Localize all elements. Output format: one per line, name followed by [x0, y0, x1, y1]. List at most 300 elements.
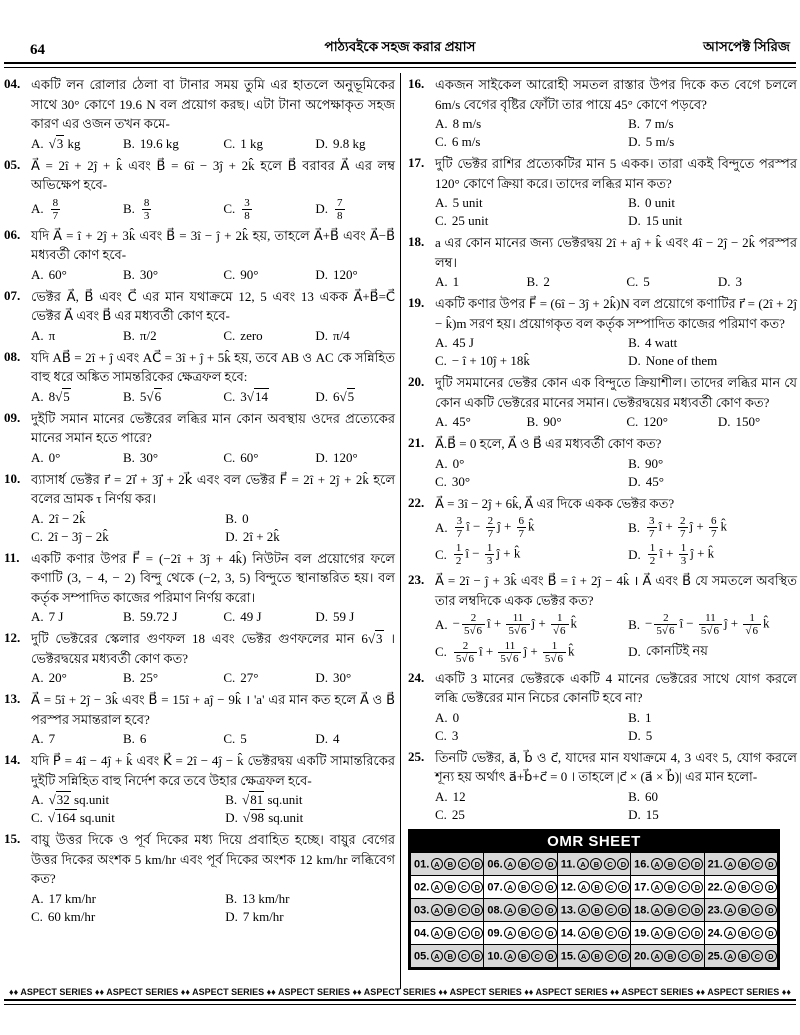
option-label: D. [628, 644, 641, 660]
question-body [31, 549, 395, 626]
omr-bubble-c[interactable]: C [678, 950, 690, 962]
option [435, 414, 523, 430]
option-text: √164 sq.unit [47, 810, 115, 826]
question-item [408, 233, 797, 290]
question-body [435, 75, 797, 150]
omr-bubble-a[interactable]: A [651, 950, 663, 962]
omr-bubble-c[interactable]: C [678, 881, 690, 893]
question-body [31, 75, 395, 152]
option [223, 197, 311, 222]
omr-bubble-b[interactable]: B [664, 858, 676, 870]
omr-bubble-a[interactable]: A [504, 858, 516, 870]
question-number: 16. [408, 76, 425, 91]
option-label: C. [223, 266, 236, 282]
option [123, 450, 219, 466]
omr-cell [484, 944, 557, 967]
options-row [435, 414, 797, 430]
question-item [4, 751, 395, 826]
option-label: D. [315, 670, 329, 686]
omr-number: 25. [707, 950, 723, 963]
option [31, 389, 119, 405]
question-number: 11. [4, 549, 20, 565]
omr-bubble-d[interactable]: D [545, 950, 557, 962]
omr-bubble-d[interactable]: D [691, 858, 703, 870]
option [435, 807, 624, 823]
option-label: A. [31, 670, 44, 686]
option-label: A. [435, 414, 448, 429]
option [628, 612, 797, 637]
option [435, 612, 624, 637]
omr-bubble-b[interactable]: B [444, 950, 456, 962]
option-label: D. [628, 806, 641, 822]
content-columns [0, 68, 800, 989]
omr-bubble-c[interactable]: C [458, 927, 470, 939]
option [628, 134, 797, 150]
options-row [31, 670, 395, 686]
omr-bubble-c[interactable]: C [678, 904, 690, 916]
option-label: D. [628, 353, 641, 368]
option-text: 5 [645, 727, 653, 743]
omr-bubble-b[interactable]: B [518, 858, 530, 870]
question-number: 14. [4, 752, 21, 768]
omr-cell [411, 898, 484, 921]
question-body [31, 287, 395, 344]
omr-bubble-d[interactable]: D [545, 858, 557, 870]
question-item [408, 154, 797, 229]
options-row [31, 328, 395, 344]
question-text: একটি 3 মানের ভেক্টরকে একটি 4 মানের ভেক্টরের সাথে যোগ করলে লব্ধি ভেক্টরের মান নিচের কোনটি হবে না? [435, 670, 797, 706]
omr-bubble-c[interactable]: C [531, 881, 543, 893]
question-item [408, 669, 797, 744]
option-label: C. [223, 670, 236, 686]
omr-bubble-a[interactable]: A [651, 858, 663, 870]
omr-bubble-a[interactable]: A [578, 927, 590, 939]
omr-bubble-c[interactable]: C [605, 950, 617, 962]
omr-bubble-d[interactable]: D [471, 904, 483, 916]
omr-bubble-d[interactable]: D [765, 881, 777, 893]
omr-bubble-c[interactable]: C [751, 858, 763, 870]
option-label: B. [628, 519, 641, 535]
question-body [435, 494, 797, 568]
option [31, 670, 119, 686]
option-label: D. [315, 266, 329, 282]
fraction: $\frac{3}{8}$ [244, 196, 250, 222]
footer-rule [4, 999, 796, 1005]
omr-number: 21. [707, 858, 723, 871]
omr-bubble-d[interactable]: D [545, 927, 557, 939]
omr-number: 18. [634, 904, 650, 917]
option [435, 213, 624, 229]
option [225, 909, 395, 925]
option-label: A. [31, 201, 44, 217]
options-row [435, 710, 797, 744]
option-label: D. [225, 908, 238, 924]
question-body [435, 669, 797, 744]
option-text: 90° [240, 266, 259, 282]
omr-bubble-b[interactable]: B [444, 881, 456, 893]
option-label: D. [315, 327, 329, 343]
omr-number: 06. [487, 858, 503, 871]
option-label: A. [31, 135, 44, 151]
omr-bubble-a[interactable]: A [431, 950, 443, 962]
omr-cell [557, 852, 630, 875]
omr-bubble-c[interactable]: C [458, 881, 470, 893]
option-label: B. [628, 335, 641, 350]
header-center-title: পাঠ্যবইকে সহজ করার প্রয়াস [324, 39, 476, 54]
option-text: 2î − 2k̂ [48, 510, 86, 526]
option [435, 116, 624, 132]
omr-bubble-a[interactable]: A [724, 904, 736, 916]
omr-bubble-c[interactable]: C [605, 927, 617, 939]
omr-bubble-b[interactable]: B [444, 858, 456, 870]
omr-bubble-a[interactable]: A [724, 858, 736, 870]
omr-bubble-c[interactable]: C [678, 858, 690, 870]
question-body [435, 571, 797, 664]
omr-bubble-a[interactable]: A [651, 881, 663, 893]
omr-bubble-b[interactable]: B [591, 904, 603, 916]
option [435, 640, 624, 665]
omr-bubble-b[interactable]: B [518, 950, 530, 962]
option-label: D. [628, 727, 641, 743]
option [223, 670, 311, 686]
omr-bubble-a[interactable]: A [431, 881, 443, 893]
omr-bubble-d[interactable]: D [617, 858, 629, 870]
option-text: $\frac{3}{7}$ î − $\frac{2}{7}$ ĵ + $\frac{6}{7}$ k̂ [456, 515, 535, 541]
question-item [4, 75, 395, 152]
omr-bubble-a[interactable]: A [724, 881, 736, 893]
question-item [408, 75, 797, 150]
option [628, 474, 797, 490]
option-label: B. [123, 135, 135, 151]
option-label: B. [526, 274, 539, 289]
option-label: D. [628, 546, 641, 562]
omr-cell [704, 944, 777, 967]
option-text: 60° [240, 449, 259, 465]
options-row [435, 456, 797, 490]
option-text: 60 km/hr [47, 908, 96, 924]
question-body [435, 748, 797, 823]
fraction: $\frac{1}{2}$ [649, 542, 656, 568]
omr-bubble-a[interactable]: A [578, 881, 590, 893]
omr-bubble-b[interactable]: B [664, 904, 676, 916]
option-text: 120° [333, 266, 358, 282]
omr-bubble-d[interactable]: D [691, 950, 703, 962]
fraction: $\frac{1}{√6}$ [743, 612, 761, 637]
omr-bubble-d[interactable]: D [691, 881, 703, 893]
omr-bubble-b[interactable]: B [590, 858, 602, 870]
omr-bubble-d[interactable]: D [471, 927, 483, 939]
option-text: π [48, 327, 56, 343]
option [315, 670, 395, 686]
question-number: 19. [408, 295, 425, 310]
option-text: 25° [139, 670, 159, 686]
option-label: C. [435, 546, 447, 562]
fraction: $\frac{11}{5√6}$ [498, 640, 521, 665]
omr-bubble-d[interactable]: D [471, 950, 483, 962]
omr-bubble-d[interactable]: D [471, 858, 483, 870]
omr-number: 07. [487, 881, 503, 894]
omr-bubble-a[interactable]: A [504, 927, 516, 939]
omr-bubble-c[interactable]: C [751, 904, 763, 916]
question-number: 15. [4, 831, 21, 847]
omr-bubble-d[interactable]: D [765, 950, 777, 962]
question-text: একজন সাইকেল আরোহী সমতল রাস্তার উপর দিকে কত বেগে চললে 6m/s বেগের বৃষ্টির ফোঁটা তার পায়ে 45° কোণে পড়বে? [435, 77, 797, 112]
option [628, 710, 797, 726]
option-text: 0 unit [645, 195, 676, 210]
option-text: 9.8 kg [333, 135, 366, 151]
omr-number: 22. [707, 881, 723, 894]
option-text: 5 [643, 274, 650, 289]
option-text [240, 197, 254, 222]
option-text: 5 unit [452, 195, 483, 210]
omr-bubble-c[interactable]: C [751, 927, 763, 939]
column-right [400, 73, 800, 989]
option-text: 6 m/s [451, 134, 481, 149]
option [527, 274, 623, 290]
option [31, 511, 221, 527]
omr-bubble-b[interactable]: B [518, 881, 530, 893]
omr-cell [631, 921, 704, 944]
option-text: None of them [645, 353, 718, 368]
omr-bubble-c[interactable]: C [751, 881, 763, 893]
option-label: C. [626, 274, 639, 289]
fraction: $\frac{1}{√6}$ [551, 612, 569, 637]
option-text: 17 km/hr [48, 890, 96, 906]
option-label: C. [223, 327, 236, 343]
question-text: a এর কোন মানের জন্য ভেক্টরদ্বয় 2î + aĵ + k̂ এবং 4î − 2ĵ − 2k̂ পরস্পর লম্ব। [435, 235, 797, 270]
option-label: B. [628, 616, 641, 632]
omr-bubble-d[interactable]: D [545, 904, 557, 916]
omr-bubble-a[interactable]: A [431, 904, 443, 916]
option-label: D. [315, 135, 329, 151]
omr-bubble-a[interactable]: A [504, 950, 516, 962]
option [31, 197, 119, 222]
option [123, 267, 219, 283]
option-text: 13 km/hr [242, 890, 290, 906]
option-label: C. [31, 908, 43, 924]
option [628, 515, 797, 540]
question-text: বায়ু উত্তর দিকে ও পূর্ব দিকের মধ্য দিয়ে প্রবাহিত হচ্ছে। বায়ুর বেগের উত্তর দিকের অংশক 5 km/hr এবং পূর্ব দিকের অংশক 12 km/hr লব্ধিবেগ কত? [31, 832, 395, 887]
omr-bubble-c[interactable]: C [458, 950, 470, 962]
option [123, 136, 219, 152]
option-text: zero [240, 327, 263, 343]
option [628, 542, 797, 567]
option-label: C. [223, 449, 236, 465]
option [31, 810, 221, 826]
omr-bubble-d[interactable]: D [618, 950, 630, 962]
option-text: 120° [333, 449, 358, 465]
option-label: D. [315, 609, 329, 625]
option-text: π/2 [139, 327, 157, 343]
option-label: A. [31, 449, 44, 465]
option [225, 792, 395, 808]
omr-bubble-a[interactable]: A [577, 858, 589, 870]
question-item [408, 748, 797, 823]
option [315, 731, 395, 747]
option [718, 414, 797, 430]
omr-bubble-c[interactable]: C [604, 858, 616, 870]
omr-bubble-d[interactable]: D [618, 904, 630, 916]
question-body [31, 409, 395, 466]
omr-bubble-b[interactable]: B [738, 858, 750, 870]
question-text: একটি কণার উপর F⃗ = (−2î + 3ĵ + 4k̂) নিউটন বল প্রয়োগের ফলে কণাটি (3, − 4, − 2) বিন্দু থেকে (−2, 3, 5) বিন্দুতে স্থানান্তরিত হয়। বল কর্তৃক সম্পাদিত কাজের পরিমাণ নির্ণয় করো। [31, 550, 395, 605]
option-label: B. [628, 195, 641, 210]
option-label: A. [435, 519, 448, 535]
option-text: √81 sq.unit [242, 792, 303, 808]
question-body [31, 690, 395, 747]
omr-bubble-b[interactable]: B [591, 881, 603, 893]
omr-bubble-c[interactable]: C [531, 904, 543, 916]
option-text: 15 [645, 806, 659, 822]
omr-bubble-a[interactable]: A [724, 950, 736, 962]
omr-bubble-c[interactable]: C [531, 950, 543, 962]
omr-bubble-b[interactable]: B [738, 950, 750, 962]
fraction: $\frac{2}{7}$ [680, 515, 686, 541]
omr-number: 24. [707, 927, 723, 940]
omr-number: 20. [634, 950, 650, 963]
option [223, 328, 311, 344]
option-label: B. [628, 709, 641, 725]
omr-bubble-a[interactable]: A [724, 927, 736, 939]
question-text: তিনটি ভেক্টর, a⃗, b⃗ ও c⃗, যাদের মান যথাক্রমে 4, 3 এবং 5, যোগ করলে শূন্য হয় অর্থাৎ a⃗+b⃗+c⃗ = 0 । তাহলে |c⃗ × (a⃗ × b⃗)| এর মান হলো- [435, 749, 797, 785]
question-text: যদি A⃗ = î + 2ĵ + 3k̂ এবং B⃗ = 3î − ĵ + 2k̂ হয়, তাহলে A⃗+B⃗ এবং A⃗−B⃗ মধ্যবর্তী কোণ হবে- [31, 227, 395, 263]
omr-number: 19. [634, 927, 650, 940]
option [123, 389, 219, 405]
option [435, 274, 523, 290]
omr-bubble-a[interactable]: A [431, 927, 443, 939]
option-label: B. [123, 388, 135, 404]
omr-bubble-b[interactable]: B [664, 881, 676, 893]
omr-bubble-c[interactable]: C [531, 927, 543, 939]
omr-bubble-b[interactable]: B [591, 927, 603, 939]
question-text: A⃗ = 2î + 2ĵ + k̂ এবং B⃗ = 6î − 3ĵ + 2k̂ হলে B⃗ বরাবর A⃗ এর লম্ব অভিক্ষেপ হবে- [31, 157, 395, 192]
option-text: 7 [48, 731, 56, 747]
option [628, 335, 797, 351]
question-number: 06. [4, 226, 21, 242]
option [315, 197, 395, 222]
option-label: A. [31, 890, 44, 906]
omr-bubble-b[interactable]: B [444, 904, 456, 916]
question-item [4, 156, 395, 222]
omr-bubble-a[interactable]: A [578, 950, 590, 962]
options-row [435, 612, 797, 664]
question-number: 13. [4, 691, 21, 707]
omr-bubble-b[interactable]: B [738, 904, 750, 916]
option-text: − $\frac{2}{5√6}$ î + $\frac{11}{5√6}$ ĵ + $\frac{1}{√6}$ k̂ [452, 612, 578, 638]
question-text: ব্যাসার্ধ ভেক্টর r⃗ = 2i⃗ + 3j⃗ + 2k⃗ এবং বল ভেক্টর F⃗ = 2î + 2ĵ + 2k̂ হলে বলের ভ্রামক τ নির্ণয় কর। [31, 471, 395, 507]
omr-bubble-c[interactable]: C [531, 858, 543, 870]
options-row [31, 197, 395, 222]
option [123, 609, 219, 625]
option-text: 0 [242, 510, 249, 526]
option-label: A. [435, 455, 448, 471]
option-label: C. [31, 528, 43, 544]
omr-bubble-d[interactable]: D [765, 927, 777, 939]
fraction: $\frac{7}{8}$ [337, 196, 343, 222]
omr-bubble-b[interactable]: B [664, 927, 676, 939]
omr-bubble-c[interactable]: C [678, 927, 690, 939]
option-text: 7 J [48, 609, 64, 625]
omr-bubble-c[interactable]: C [605, 904, 617, 916]
omr-bubble-a[interactable]: A [651, 904, 663, 916]
option-text: 6√5 [333, 388, 355, 404]
omr-bubble-d[interactable]: D [618, 881, 630, 893]
omr-bubble-b[interactable]: B [738, 881, 750, 893]
question-number: 20. [408, 374, 425, 389]
omr-bubble-b[interactable]: B [518, 927, 530, 939]
question-item [4, 830, 395, 925]
option [225, 511, 395, 527]
omr-bubble-a[interactable]: A [651, 927, 663, 939]
omr-number: 02. [414, 881, 430, 894]
option [223, 389, 311, 405]
option-text: 27° [240, 670, 259, 686]
omr-bubble-c[interactable]: C [751, 950, 763, 962]
question-number: 12. [4, 630, 21, 646]
omr-bubble-d[interactable]: D [765, 904, 777, 916]
omr-bubble-d[interactable]: D [618, 927, 630, 939]
option-label: C. [223, 388, 236, 404]
omr-bubble-a[interactable]: A [504, 881, 516, 893]
fraction: $\frac{8}{3}$ [143, 196, 150, 222]
omr-bubble-a[interactable]: A [504, 904, 516, 916]
question-item [408, 294, 797, 369]
option [223, 731, 311, 747]
omr-cell [557, 921, 630, 944]
omr-cell [411, 921, 484, 944]
option-label: D. [628, 473, 641, 489]
omr-bubble-b[interactable]: B [738, 927, 750, 939]
omr-bubble-c[interactable]: C [458, 904, 470, 916]
option-text: 90° [645, 455, 664, 471]
omr-bubble-d[interactable]: D [471, 881, 483, 893]
option-label: B. [123, 327, 135, 343]
option-text: 7 m/s [645, 116, 674, 131]
fraction: $\frac{11}{5√6}$ [506, 612, 529, 637]
omr-bubble-b[interactable]: B [591, 950, 603, 962]
omr-bubble-d[interactable]: D [765, 858, 777, 870]
question-body [435, 294, 797, 369]
omr-bubble-d[interactable]: D [691, 904, 703, 916]
question-number: 17. [408, 155, 425, 170]
omr-bubble-d[interactable]: D [691, 927, 703, 939]
omr-bubble-a[interactable]: A [578, 904, 590, 916]
option-text: 90° [543, 414, 562, 429]
omr-bubble-b[interactable]: B [664, 950, 676, 962]
omr-cell [557, 898, 630, 921]
options-row [435, 274, 797, 290]
option-label: A. [31, 388, 44, 404]
question-number: 05. [4, 156, 21, 172]
fraction: $\frac{1}{3}$ [680, 542, 687, 568]
option [315, 389, 395, 405]
option-text: 59 J [333, 609, 355, 625]
option-text: 7 km/hr [242, 908, 284, 924]
omr-bubble-b[interactable]: B [518, 904, 530, 916]
option-label: A. [435, 788, 448, 804]
option-label: C. [435, 727, 447, 743]
omr-title: OMR SHEET [410, 831, 778, 852]
omr-bubble-c[interactable]: C [458, 858, 470, 870]
question-text: ভেক্টর A⃗, B⃗ এবং C⃗ এর মান যথাক্রমে 12, 5 এবং 13 একক A⃗+B⃗=C⃗ ভেক্টর A⃗ এবং B⃗ এর মধ্যবর্তী কোণ হবে- [31, 288, 395, 324]
omr-bubble-a[interactable]: A [431, 858, 443, 870]
omr-bubble-b[interactable]: B [444, 927, 456, 939]
omr-bubble-c[interactable]: C [605, 881, 617, 893]
fraction: $\frac{6}{7}$ [710, 515, 717, 541]
option-label: C. [223, 731, 236, 747]
omr-bubble-d[interactable]: D [545, 881, 557, 893]
question-item [4, 690, 395, 747]
